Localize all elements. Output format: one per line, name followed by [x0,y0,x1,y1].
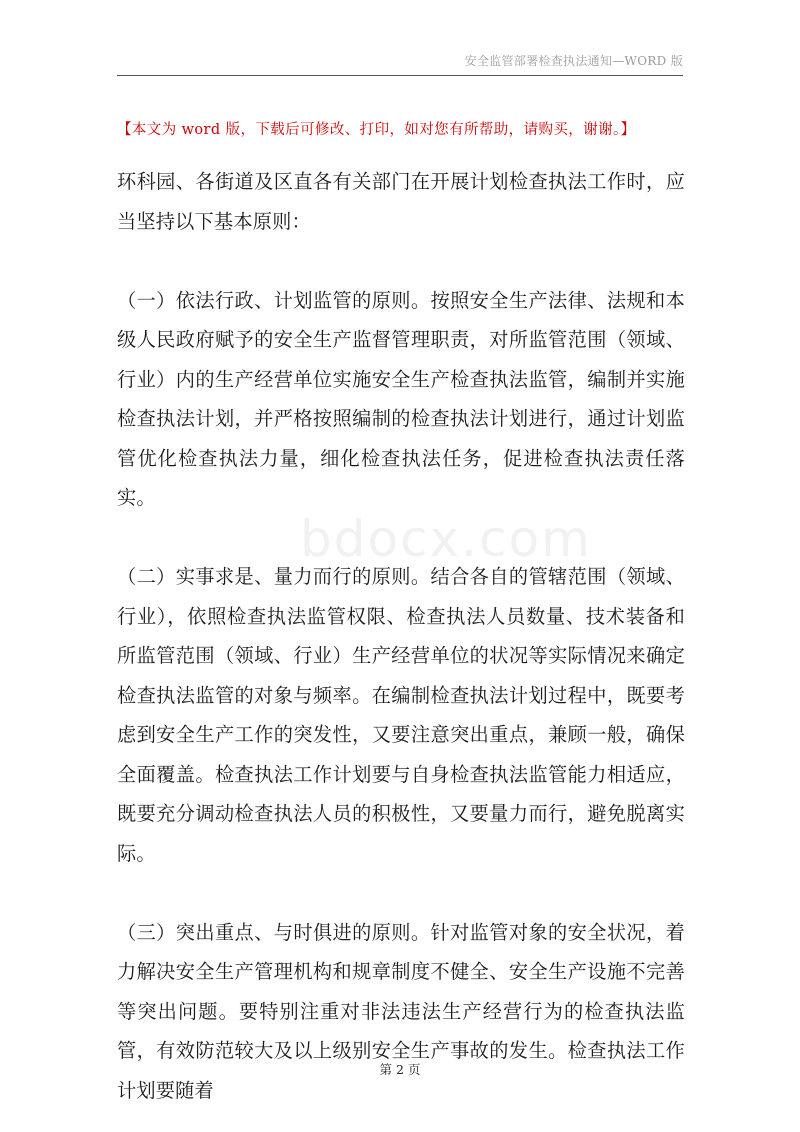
running-header-title: 安全监管部署检查执法通知—WORD 版 [464,54,683,68]
paragraph-principle-3: （三）突出重点、与时俱进的原则。针对监管对象的安全状况，着力解决安全生产管理机构和规章制度不健全、安全生产设施不完善等突出问题。要特别注重对非法违法生产经营行为的检查执法监管，有效防范较大及以上级别安全生产事故的发生。检查执法工作计划要随着 [117,920,685,1102]
paragraph-principle-1: （一）依法行政、计划监管的原则。按照安全生产法律、法规和本级人民政府赋予的安全生产监督管理职责，对所监管范围（领域、行业）内的生产经营单位实施安全生产检查执法监管，编制并实施检查执法计划，并严格按照编制的检查执法计划进行，通过计划监管优化检查执法力量，细化检查执法任务，促进检查执法责任落实。 [117,288,685,509]
watermark-text: bdocx.com [300,510,592,568]
paragraph-principle-2: （二）实事求是、量力而行的原则。结合各自的管辖范围（领域、行业），依照检查执法监管权限、检查执法人员数量、技术装备和所监管范围（领域、行业）生产经营单位的状况等实际情况来确定检查执法监管的对象与频率。在编制检查执法计划过程中，既要考虑到安全生产工作的突发性，又要注意突出重点，兼顾一般，确保全面覆盖。检查执法工作计划要与自身检查执法监管能力相适应，既要充分调动检查执法人员的积极性，又要量力而行，避免脱离实际。 [117,565,685,865]
document-body [117,162,685,1110]
purchase-notice: 【本文为 word 版，下载后可修改、打印，如对您有所帮助，请购买，谢谢。】 [117,122,636,138]
header-divider [117,75,683,76]
paragraph-intro: 环科园、各街道及区直各有关部门在开展计划检查执法工作时，应当坚持以下基本原则： [117,170,685,233]
page-number: 第 2 页 [379,1062,421,1077]
